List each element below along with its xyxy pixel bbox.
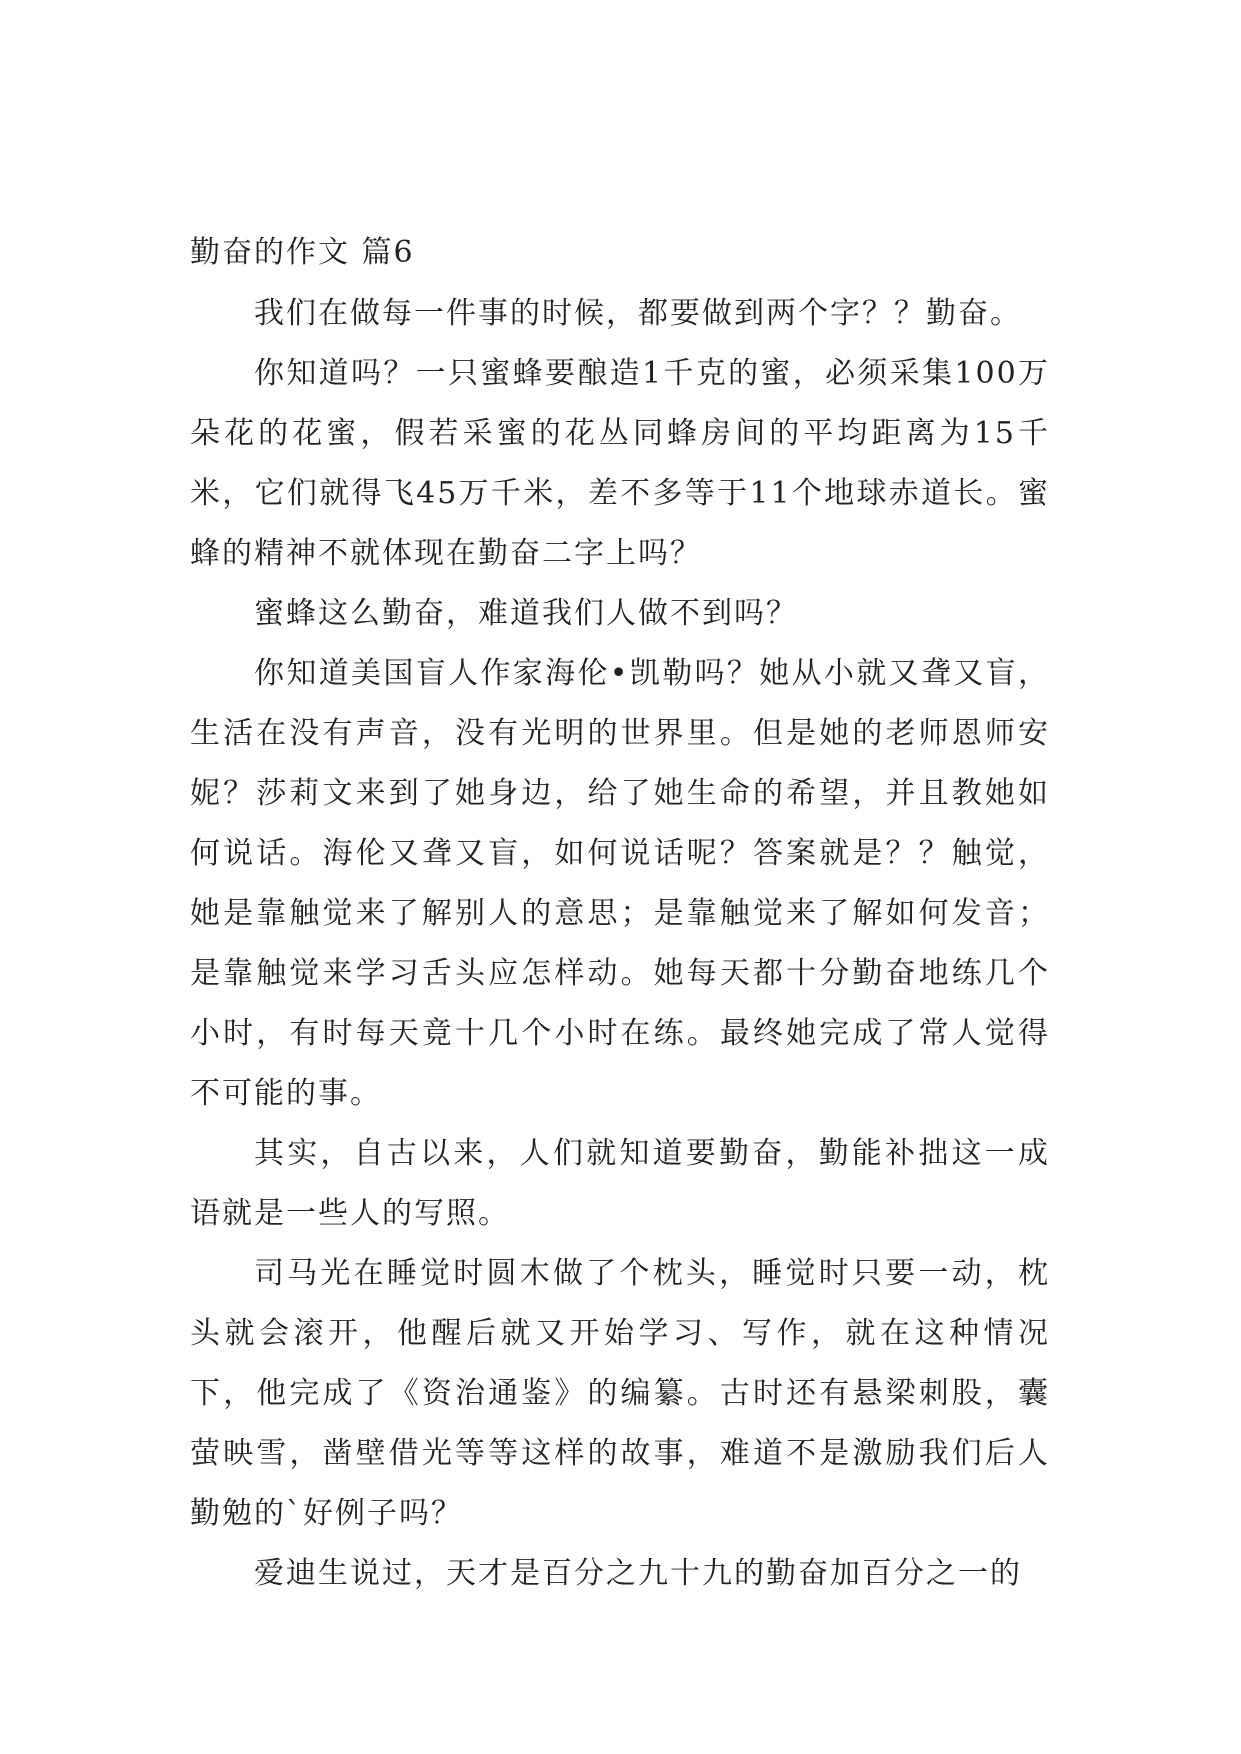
paragraph: 我们在做每一件事的时候，都要做到两个字？？勤奋。 bbox=[254, 296, 1022, 331]
paragraph: 司马光在睡觉时圆木做了个枕头，睡觉时只要一动，枕头就会滚开，他醒后就又开始学习、写作，就在这种情况下，他完成了《资治通鉴》的编纂。古时还有悬梁刺股，囊萤映雪，凿壁借光等等这样的故事，难道不是激励我们后人勤勉的`好例子吗？ bbox=[190, 1256, 1050, 1531]
document-title: 勤奋的作文 篇6 bbox=[190, 235, 415, 270]
paragraph: 爱迪生说过，天才是百分之九十九的勤奋加百分之一的 bbox=[254, 1556, 1022, 1591]
document-body bbox=[190, 222, 1050, 1604]
paragraph: 其实，自古以来，人们就知道要勤奋，勤能补拙这一成语就是一些人的写照。 bbox=[190, 1136, 1050, 1231]
paragraph: 蜜蜂这么勤奋，难道我们人做不到吗？ bbox=[254, 596, 798, 631]
paragraph: 你知道美国盲人作家海伦•凯勒吗？她从小就又聋又盲，生活在没有声音，没有光明的世界里。但是她的老师恩师安妮？莎莉文来到了她身边，给了她生命的希望，并且教她如何说话。海伦又聋又盲，如何说话呢？答案就是？？触觉，她是靠触觉来了解别人的意思；是靠触觉来了解如何发音；是靠触觉来学习舌头应怎样动。她每天都十分勤奋地练几个小时，有时每天竟十几个小时在练。最终她完成了常人觉得不可能的事。 bbox=[190, 656, 1050, 1111]
paragraph: 你知道吗？一只蜜蜂要酿造1千克的蜜，必须采集100万朵花的花蜜，假若采蜜的花丛同蜂房间的平均距离为15千米，它们就得飞45万千米，差不多等于11个地球赤道长。蜜蜂的精神不就体现在勤奋二字上吗？ bbox=[190, 356, 1050, 571]
